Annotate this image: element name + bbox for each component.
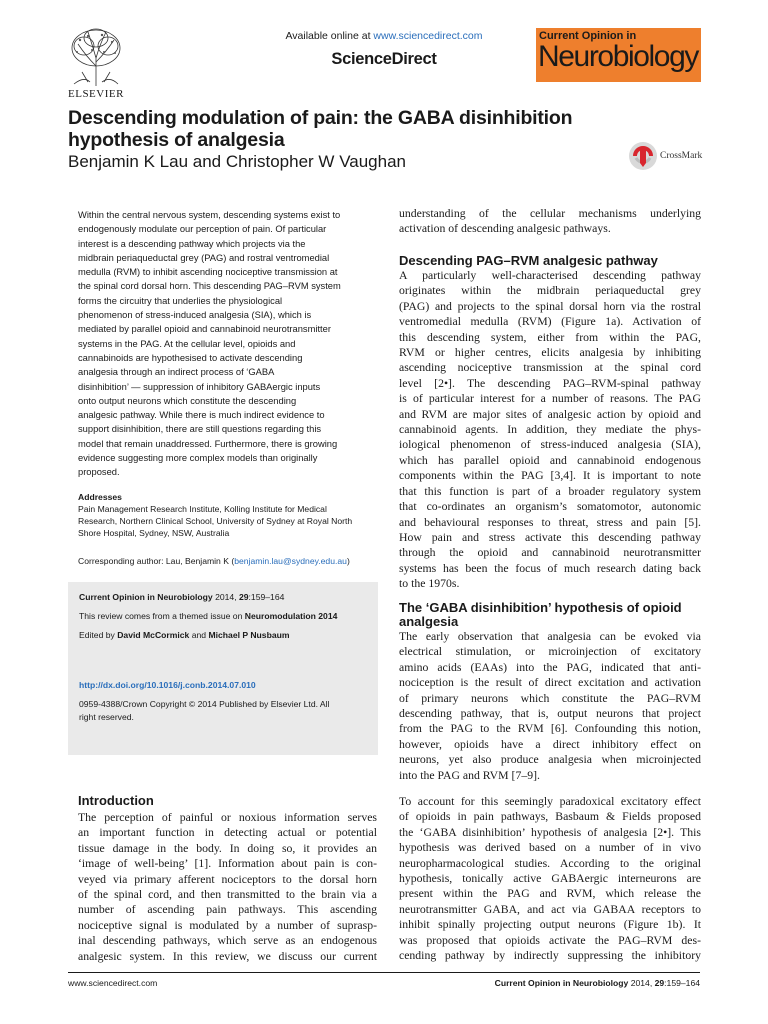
pag-line: level [2•]. The descending PAG–RVM-spinal pathway [399, 376, 701, 390]
abstract [78, 208, 374, 480]
gaba-line: The early observation that analgesia can be evoked via [399, 630, 701, 643]
footer-year: 2014, [628, 978, 655, 988]
pag-line: RVM or higher centres, elicits analgesia by inhibiting [399, 346, 701, 360]
account-line: was proposed that opioids activate the PAG–RVM des- [399, 933, 701, 947]
account-line: cending pathway by indirectly suppressing the inhibitory [399, 949, 701, 963]
account-line: of opioids in pain pathways, Basbaum & Fields proposed [399, 810, 701, 824]
footer-citation [495, 978, 700, 988]
pag-line: A particularly well-characterised descending pathway [399, 269, 701, 282]
intro-line: of the spinal cord, and then transmitted to the brain via a [78, 888, 377, 902]
journal-badge-name: Neurobiology [538, 40, 698, 73]
citation-journal: Current Opinion in Neurobiology [79, 592, 213, 602]
gaba-line: nociception is the result of direct excitation and activation [399, 676, 701, 690]
footer-pages: :159–164 [664, 978, 700, 988]
gaba-line: from the PAG to the RVM [6]. Confounding this notion, [399, 722, 701, 736]
footer-volume: 29 [654, 978, 665, 988]
intro-continuation-line: activation of descending analgesic pathways. [399, 222, 611, 236]
page-header [0, 0, 768, 110]
footer-website-link[interactable]: www.sciencedirect.com [68, 978, 158, 988]
journal-badge-prefix: Current Opinion in [539, 30, 637, 42]
abstract-line: phenomenon of stress-induced analgesia (SIA), which is [78, 310, 312, 321]
gaba-line: neurons, yet also produce analgesia when microinjected [399, 753, 701, 767]
available-online-text: Available online at [285, 30, 374, 42]
intro-line: veyed via primary afferent nociceptors to the dorsal horn [78, 872, 377, 886]
intro-line: analgesic system. In this review, we discuss our current [78, 949, 377, 963]
intro-line: ‘image of well-being’ [1]. Information about pain is con- [78, 857, 377, 871]
citation-year: 2014, [212, 592, 239, 602]
abstract-line: evidence suggesting more complex models than originally [78, 453, 318, 464]
pag-line: ventromedial medulla (RVM) (Figure 1a). Activation of [399, 315, 701, 329]
intro-line: tissue damage in the body. In doing so, it provides an [78, 841, 377, 855]
article-title [68, 107, 628, 151]
article-title-line-2: hypothesis of analgesia [68, 129, 285, 151]
address-line: Pain Management Research Institute, Kolling Institute for Medical [78, 504, 327, 514]
crossmark-label: CrossMark [660, 151, 703, 161]
abstract-line: systems in the PAG. At the cellular level, opioids and [78, 338, 296, 349]
pag-line: this descending system, either from within the PAG, [399, 330, 701, 344]
copyright-line-1: 0959-4388/Crown Copyright © 2014 Published by Elsevier Ltd. All [79, 699, 330, 709]
publisher-name: ELSEVIER [68, 88, 124, 100]
gaba-heading-line-2: analgesia [399, 614, 459, 629]
sciencedirect-wordmark: ScienceDirect [331, 50, 437, 68]
doi-link[interactable]: http://dx.doi.org/10.1016/j.conb.2014.07.010 [79, 680, 256, 690]
intro-line: nociceptive signal is modulated by a number of suprasp- [78, 918, 377, 932]
citation-volume: 29 [238, 592, 249, 602]
edited-by-prefix: Edited by [79, 630, 118, 640]
gaba-line: into the PAG and RVM [7–9]. [399, 768, 540, 782]
editor-1: David McCormick [117, 630, 190, 640]
intro-line: inal descending pathways, which serve as an endogenous [78, 934, 377, 948]
gaba-heading-line-1: The ‘GABA disinhibition’ hypothesis of opioid [399, 600, 682, 615]
corresponding-author [78, 556, 378, 566]
pag-line: (PAG) and projects to the spinal dorsal horn via the rostral [399, 299, 701, 313]
abstract-line: proposed. [78, 467, 120, 478]
pag-line: cannabinoid agents. In addition, they mediate the phys- [399, 423, 701, 437]
gaba-hypothesis-paragraph [399, 629, 701, 783]
abstract-line: the spinal cord dorsal horn. This descending PAG–RVM system [78, 281, 341, 292]
abstract-line: endogenously modulate our perception of pain. Of particular [78, 224, 327, 235]
crossmark-icon [628, 141, 658, 171]
editors-line [79, 630, 290, 640]
account-line: hypothesis was derived based on a number of in vivo [399, 841, 701, 855]
abstract-line: disinhibition’ — suppression of inhibitory GABAergic inputs [78, 381, 321, 392]
themed-issue-line [79, 611, 337, 621]
pag-line: to the 1970s. [399, 577, 460, 591]
intro-line: an important function in detecting actual or potential [78, 826, 377, 840]
pag-line: originates within the midbrain periaqueductal grey [399, 284, 701, 298]
pag-rvm-heading: Descending PAG–RVM analgesic pathway [399, 253, 658, 268]
account-line: neurotransmitter GABA, and act via GABAA receptors to [399, 902, 701, 916]
footer-journal: Current Opinion in Neurobiology [494, 978, 629, 988]
addresses-heading: Addresses [78, 492, 122, 502]
introduction-paragraph [78, 810, 377, 964]
abstract-line: forms the circuitry that underlies the physiological [78, 295, 283, 306]
abstract-line: model that remain unaddressed. Furthermore, there is growing [78, 438, 338, 449]
corresponding-author-text: Corresponding author: Lau, Benjamin K ( [78, 556, 235, 566]
introduction-heading: Introduction [78, 793, 154, 808]
pag-rvm-paragraph [399, 268, 701, 592]
article-title-line-1: Descending modulation of pain: the GABA disinhibition [68, 107, 573, 129]
article-authors: Benjamin K Lau and Christopher W Vaughan [68, 152, 406, 171]
intro-line: number of ascending pain pathways. This ascending [78, 903, 377, 917]
abstract-line: interest is a descending pathway which projects via the [78, 238, 306, 249]
pag-line: and behavioural responses to threat, stress and pain [5]. [399, 515, 701, 529]
abstract-line: cannabinoids are hypothesised to activate descending [78, 352, 303, 363]
journal-badge [536, 28, 701, 82]
corresponding-email-link[interactable]: benjamin.lau@sydney.edu.au [234, 556, 347, 566]
abstract-line: support disinhibition, there are still questions regarding this [78, 424, 322, 435]
corresponding-close: ) [346, 556, 350, 566]
footer-divider [68, 972, 700, 973]
address-line: Shore Hospital, Sydney, NSW, Australia [78, 528, 230, 538]
abstract-line: midbrain periaqueductal grey (PAG) and rostral ventromedial [78, 252, 330, 263]
gaba-line: however, opioids have a direct inhibitory effect on [399, 737, 701, 751]
citation-line [79, 592, 284, 602]
abstract-line: analgesic pathway. While there is much indirect evidence to [78, 410, 325, 421]
themed-issue-name: Neuromodulation 2014 [244, 611, 338, 621]
abstract-line: Within the central nervous system, descending systems exist to [78, 210, 341, 220]
abstract-line: onto output neurons which constitute the descending [78, 395, 297, 406]
gaba-line: descending pathway, that is, output neurons that project [399, 707, 701, 721]
gaba-line: of primary neurons which constitute the PAG–RVM [399, 691, 701, 705]
pag-line: which has parallel opioid and cannabinoid endogenous [399, 453, 701, 467]
author-addresses [78, 491, 378, 539]
account-line: To account for this seemingly paradoxical excitatory effect [399, 795, 701, 808]
address-line: Research, Northern Clinical School, University of Sydney at Royal North [78, 516, 353, 526]
crossmark-button[interactable] [628, 141, 708, 173]
account-line: present within the PAG and RVM, which release the [399, 887, 701, 901]
pag-line: iological phenomenon of stress-induced analgesia (SIA), [399, 438, 701, 452]
account-line: inhibit spinally projecting output neurons (Figure 1b). It [399, 918, 701, 932]
basbaum-fields-paragraph [399, 794, 701, 963]
pag-line: is of particular interest for a number of reasons. The PAG [399, 392, 701, 406]
abstract-line: mediated by parallel opioid and cannabinoid neurotransmitter [78, 324, 331, 335]
sciencedirect-url-link[interactable]: www.sciencedirect.com [373, 30, 483, 42]
pag-line: through the opioid and cannabinoid neurotransmitter [399, 546, 701, 560]
abstract-line: analgesia through an indirect process of ‘GABA [78, 367, 275, 378]
gaba-hypothesis-heading [399, 601, 682, 629]
account-line: neuropharmacological studies. According to the original [399, 856, 701, 870]
gaba-line: amino acids (EAAs) into the PAG, indicated that anti- [399, 660, 701, 674]
editor-2: Michael P Nusbaum [208, 630, 290, 640]
account-line: hypothesis, tonically active GABAergic interneurons are [399, 872, 701, 886]
pag-line: components within the PAG [3,4]. It is important to note [399, 469, 701, 483]
themed-issue-prefix: This review comes from a themed issue on [79, 611, 245, 621]
pag-line: that co-ordinates an organism’s somatomotor, autonomic [399, 500, 701, 514]
citation-pages: :159–164 [248, 592, 285, 602]
intro-continuation-paragraph [399, 206, 701, 237]
intro-continuation-line: understanding of the cellular mechanisms underlying [399, 207, 701, 220]
copyright-line-2: right reserved. [79, 712, 134, 722]
pag-line: that this function is part of a broader regulatory system [399, 484, 701, 498]
pag-line: How pain and stress activate this descending pathway [399, 530, 701, 544]
editors-and: and [189, 630, 209, 640]
abstract-line: medulla (RVM) to inhibit ascending nociceptive transmission at [78, 267, 338, 278]
pag-line: and RVM are major sites of analgesic action by opioid and [399, 407, 701, 421]
article-info-box [68, 582, 378, 755]
account-line: the ‘GABA disinhibition’ hypothesis of analgesia [2•]. This [399, 825, 701, 839]
pag-line: ascending nociceptive transmission at the spinal cord [399, 361, 701, 375]
pag-line: systems has been the focus of much research dating back [399, 561, 701, 575]
intro-line: The perception of painful or noxious information serves [78, 811, 377, 824]
gaba-line: electrical stimulation, or microinjection of excitatory [399, 645, 701, 659]
